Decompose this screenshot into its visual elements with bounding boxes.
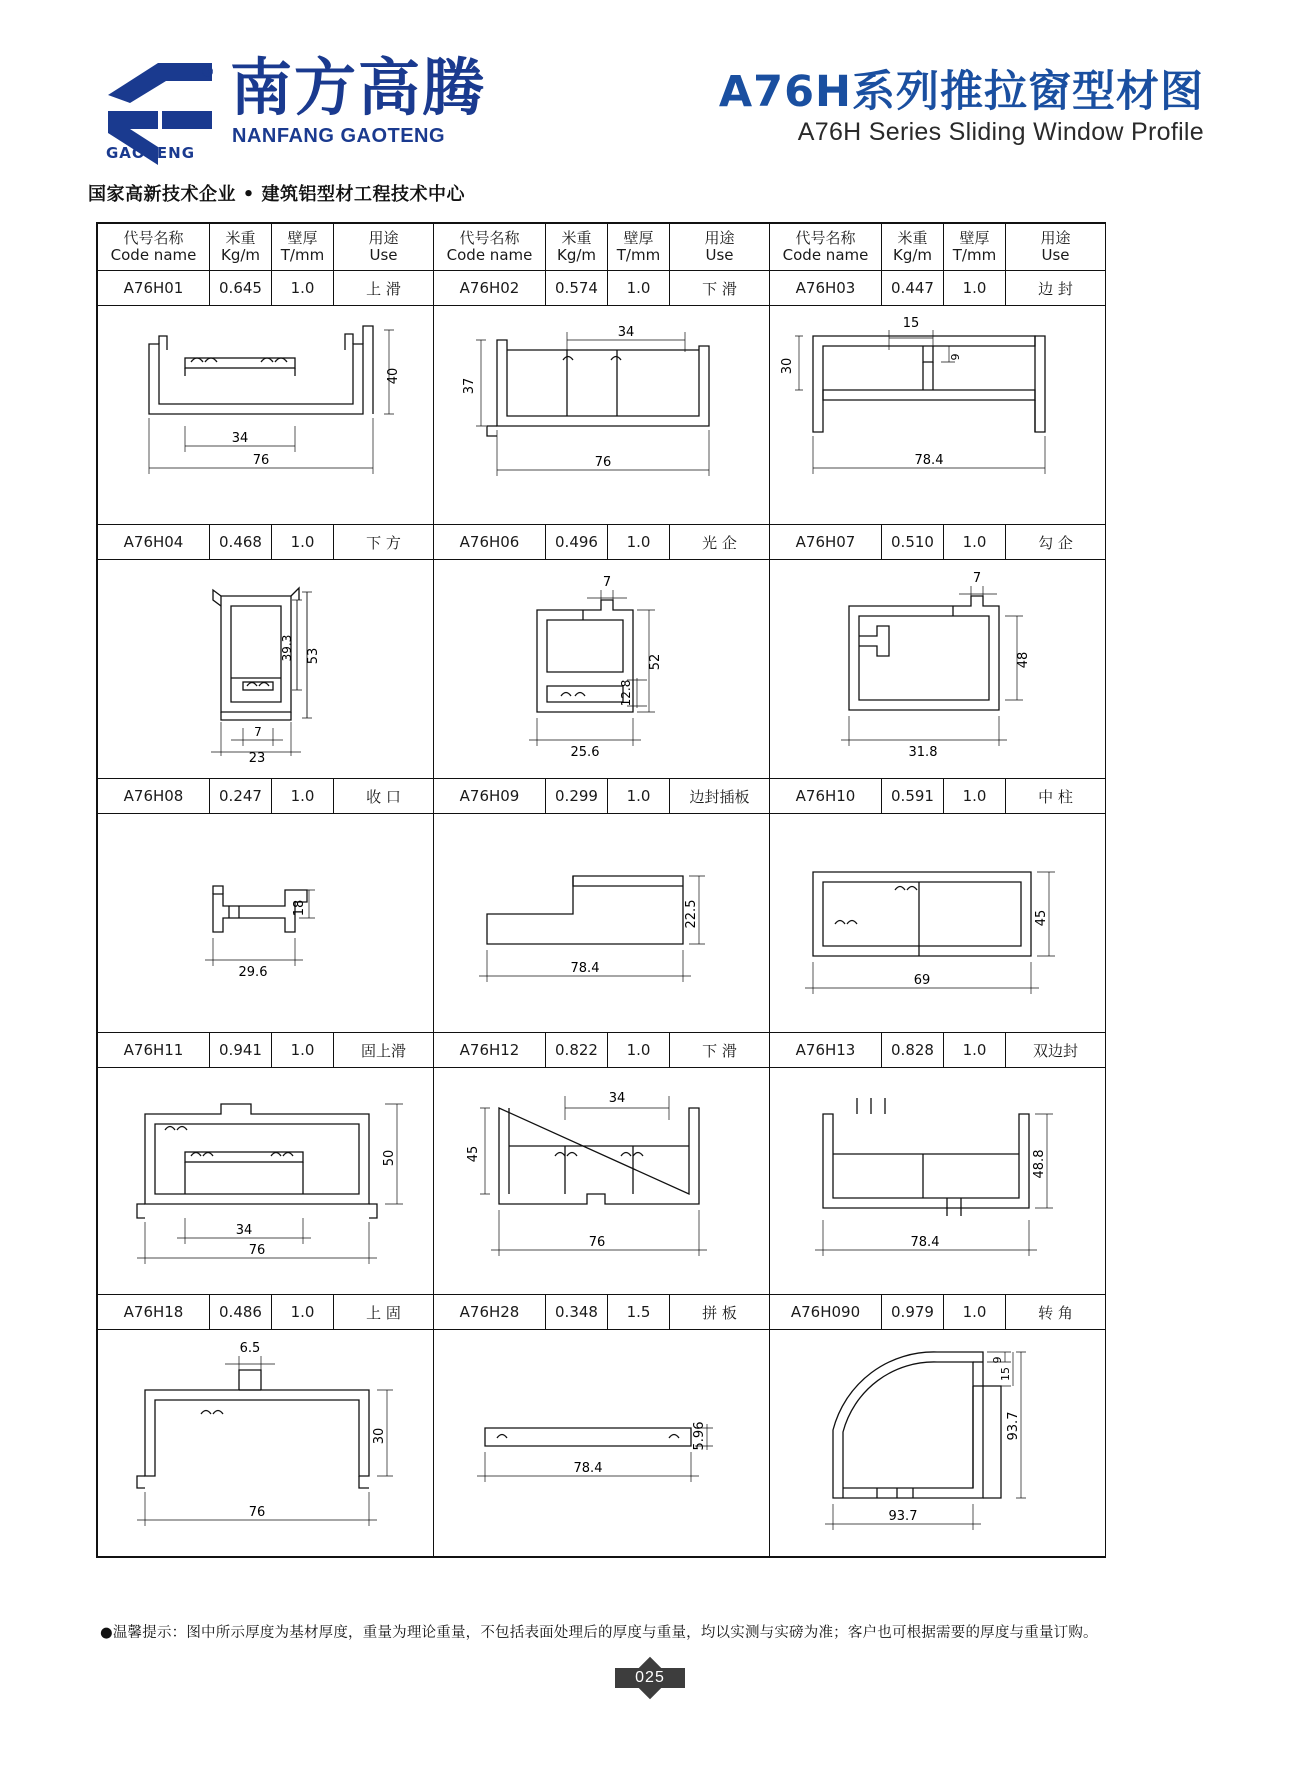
cell-weight: 0.941 — [210, 1033, 272, 1068]
cell-thickness: 1.0 — [608, 1033, 670, 1068]
header-weight-3: 米重 Kg/m — [882, 224, 944, 271]
header-weight-2: 米重 Kg/m — [546, 224, 608, 271]
dim-label: 9 — [948, 353, 962, 361]
cell-weight: 0.645 — [210, 271, 272, 306]
cell-code: A76H28 — [434, 1295, 546, 1330]
dim-label: 69 — [913, 973, 930, 988]
cell-thickness: 1.0 — [944, 1033, 1006, 1068]
table-row — [98, 1033, 1106, 1068]
page-number-text: 025 — [635, 1669, 665, 1686]
profile-figure-a76h12 — [434, 1068, 770, 1295]
cell-use: 光 企 — [670, 525, 770, 560]
page-header — [0, 0, 1300, 210]
profile-figure-a76h13 — [770, 1068, 1106, 1295]
dim-label: 30 — [779, 357, 795, 375]
cell-code: A76H01 — [98, 271, 210, 306]
dim-label: 40 — [385, 367, 401, 385]
header-code-3: 代号名称 Code name — [770, 224, 882, 271]
dim-label: 7 — [972, 571, 981, 586]
cell-code: A76H09 — [434, 779, 546, 814]
dim-label: 6.5 — [239, 1341, 260, 1356]
dim-label: 93.7 — [1005, 1411, 1021, 1441]
cell-thickness: 1.0 — [944, 271, 1006, 306]
dim-label: 76 — [252, 453, 269, 468]
profile-figure-a76h06 — [434, 560, 770, 779]
dim-label: 5.96 — [691, 1421, 707, 1451]
figure-row — [98, 814, 1106, 1033]
cell-weight: 0.348 — [546, 1295, 608, 1330]
figure-row — [98, 1330, 1106, 1557]
cell-weight: 0.591 — [882, 779, 944, 814]
page-title-en: A76H Series Sliding Window Profile — [797, 118, 1204, 146]
table-row — [98, 779, 1106, 814]
cell-code: A76H13 — [770, 1033, 882, 1068]
dim-label: 76 — [588, 1235, 605, 1250]
dim-label: 29.6 — [238, 965, 267, 980]
cell-thickness: 1.0 — [608, 525, 670, 560]
dim-label: 48.8 — [1031, 1149, 1047, 1179]
dim-label: 34 — [617, 325, 634, 340]
profile-figure-a76h08 — [98, 814, 434, 1033]
table-row — [98, 271, 1106, 306]
cell-use: 拼 板 — [670, 1295, 770, 1330]
cell-use: 上 滑 — [334, 271, 434, 306]
cell-code: A76H06 — [434, 525, 546, 560]
header-thickness-3: 壁厚 T/mm — [944, 224, 1006, 271]
logo-text-cn: 南方高腾 — [230, 51, 487, 124]
cell-weight: 0.574 — [546, 271, 608, 306]
logo-text-en: NANFANG GAOTENG — [232, 125, 446, 147]
cell-weight: 0.247 — [210, 779, 272, 814]
header-code-1: 代号名称 Code name — [98, 224, 210, 271]
cell-weight: 0.496 — [546, 525, 608, 560]
dim-label: 45 — [1033, 909, 1049, 927]
cell-code: A76H12 — [434, 1033, 546, 1068]
cell-use: 边 封 — [1006, 271, 1106, 306]
dim-label: 34 — [231, 431, 248, 446]
page-number-badge — [615, 1660, 685, 1696]
profile-figure-a76h09 — [434, 814, 770, 1033]
cell-thickness: 1.0 — [944, 1295, 1006, 1330]
cell-code: A76H03 — [770, 271, 882, 306]
table-header-row — [98, 224, 1106, 271]
profile-figure-a76h090 — [770, 1330, 1106, 1557]
page-title-cn: A76H系列推拉窗型材图 — [718, 67, 1204, 117]
dim-label: 45 — [465, 1145, 481, 1163]
cell-weight: 0.447 — [882, 271, 944, 306]
dim-label: 25.6 — [570, 745, 599, 760]
dim-label: 7 — [602, 575, 611, 590]
cell-thickness: 1.0 — [272, 1033, 334, 1068]
cell-thickness: 1.0 — [272, 525, 334, 560]
svg-text:GAOTENG: GAOTENG — [106, 144, 196, 162]
cell-weight: 0.486 — [210, 1295, 272, 1330]
header-use-3: 用途 Use — [1006, 224, 1106, 271]
cell-weight: 0.510 — [882, 525, 944, 560]
dim-label: 37 — [461, 377, 477, 395]
cell-thickness: 1.0 — [944, 779, 1006, 814]
cell-code: A76H02 — [434, 271, 546, 306]
header-weight-1: 米重 Kg/m — [210, 224, 272, 271]
header-use-1: 用途 Use — [334, 224, 434, 271]
profile-figure-a76h02 — [434, 306, 770, 525]
svg-text:®: ® — [200, 63, 215, 81]
cell-use: 双边封 — [1006, 1033, 1106, 1068]
dim-label: 22.5 — [683, 899, 699, 929]
cell-thickness: 1.0 — [272, 779, 334, 814]
figure-row — [98, 560, 1106, 779]
dim-label: 18 — [291, 899, 307, 917]
cell-use: 边封插板 — [670, 779, 770, 814]
figure-row — [98, 306, 1106, 525]
cell-thickness: 1.0 — [272, 1295, 334, 1330]
profile-figure-a76h28 — [434, 1330, 770, 1557]
profile-figure-a76h10 — [770, 814, 1106, 1033]
header-thickness-2: 壁厚 T/mm — [608, 224, 670, 271]
logo-mark-icon — [100, 55, 218, 162]
cell-weight: 0.299 — [546, 779, 608, 814]
dim-label: 9 — [990, 1356, 1004, 1364]
cell-weight: 0.468 — [210, 525, 272, 560]
dim-label: 78.4 — [573, 1461, 602, 1476]
table-row — [98, 525, 1106, 560]
cell-thickness: 1.0 — [608, 271, 670, 306]
profile-table-wrapper — [96, 222, 1106, 1558]
dim-label: 31.8 — [908, 745, 937, 760]
dim-label: 30 — [371, 1427, 387, 1445]
cell-thickness: 1.5 — [608, 1295, 670, 1330]
footer-note: ●温馨提示：图中所示厚度为基材厚度，重量为理论重量，不包括表面处理后的厚度与重量，均以实测与实磅为准；客户也可根据需要的厚度与重量订购。 — [100, 1625, 1098, 1641]
dim-label: 48 — [1015, 651, 1031, 669]
dim-label: 78.4 — [570, 961, 599, 976]
cell-use: 转 角 — [1006, 1295, 1106, 1330]
cell-thickness: 1.0 — [272, 271, 334, 306]
dim-label: 39.3 — [279, 634, 294, 662]
profile-figure-a76h04 — [98, 560, 434, 779]
dim-label: 15 — [902, 316, 919, 331]
dim-label: 76 — [248, 1243, 265, 1258]
cell-code: A76H08 — [98, 779, 210, 814]
dim-label: 34 — [608, 1091, 625, 1106]
dim-label: 93.7 — [888, 1509, 917, 1524]
profile-figure-a76h07 — [770, 560, 1106, 779]
cell-use: 中 柱 — [1006, 779, 1106, 814]
cell-weight: 0.979 — [882, 1295, 944, 1330]
cell-code: A76H18 — [98, 1295, 210, 1330]
cell-code: A76H07 — [770, 525, 882, 560]
cell-use: 固上滑 — [334, 1033, 434, 1068]
profile-figure-a76h18 — [98, 1330, 434, 1557]
profile-table — [97, 223, 1106, 1557]
dim-label: 52 — [647, 653, 663, 671]
figure-row — [98, 1068, 1106, 1295]
cell-thickness: 1.0 — [608, 779, 670, 814]
cell-weight: 0.828 — [882, 1033, 944, 1068]
cell-use: 收 口 — [334, 779, 434, 814]
profile-figure-a76h11 — [98, 1068, 434, 1295]
cell-use: 上 固 — [334, 1295, 434, 1330]
dim-label: 78.4 — [914, 453, 943, 468]
dim-label: 34 — [235, 1223, 252, 1238]
dim-label: 23 — [248, 751, 265, 766]
cell-code: A76H11 — [98, 1033, 210, 1068]
dim-label: 78.4 — [910, 1235, 939, 1250]
dim-label: 76 — [594, 455, 611, 470]
table-row — [98, 1295, 1106, 1330]
page-number-container — [0, 1660, 1300, 1701]
header-thickness-1: 壁厚 T/mm — [272, 224, 334, 271]
cell-use: 勾 企 — [1006, 525, 1106, 560]
dim-label: 50 — [381, 1149, 397, 1167]
dim-label: 53 — [305, 647, 321, 665]
dim-label: 7 — [253, 725, 262, 739]
cell-use: 下 滑 — [670, 271, 770, 306]
cell-code: A76H090 — [770, 1295, 882, 1330]
cell-weight: 0.822 — [546, 1033, 608, 1068]
cell-use: 下 滑 — [670, 1033, 770, 1068]
profile-figure-a76h01 — [98, 306, 434, 525]
dim-label: 15 — [998, 1367, 1012, 1381]
company-logo — [100, 51, 487, 162]
cell-code: A76H10 — [770, 779, 882, 814]
header-use-2: 用途 Use — [670, 224, 770, 271]
cell-thickness: 1.0 — [944, 525, 1006, 560]
profile-figure-a76h03 — [770, 306, 1106, 525]
cell-use: 下 方 — [334, 525, 434, 560]
company-tagline: 国家高新技术企业 • 建筑铝型材工程技术中心 — [88, 184, 466, 205]
dim-label: 76 — [248, 1505, 265, 1520]
header-code-2: 代号名称 Code name — [434, 224, 546, 271]
cell-code: A76H04 — [98, 525, 210, 560]
dim-label: 12.8 — [618, 679, 633, 707]
